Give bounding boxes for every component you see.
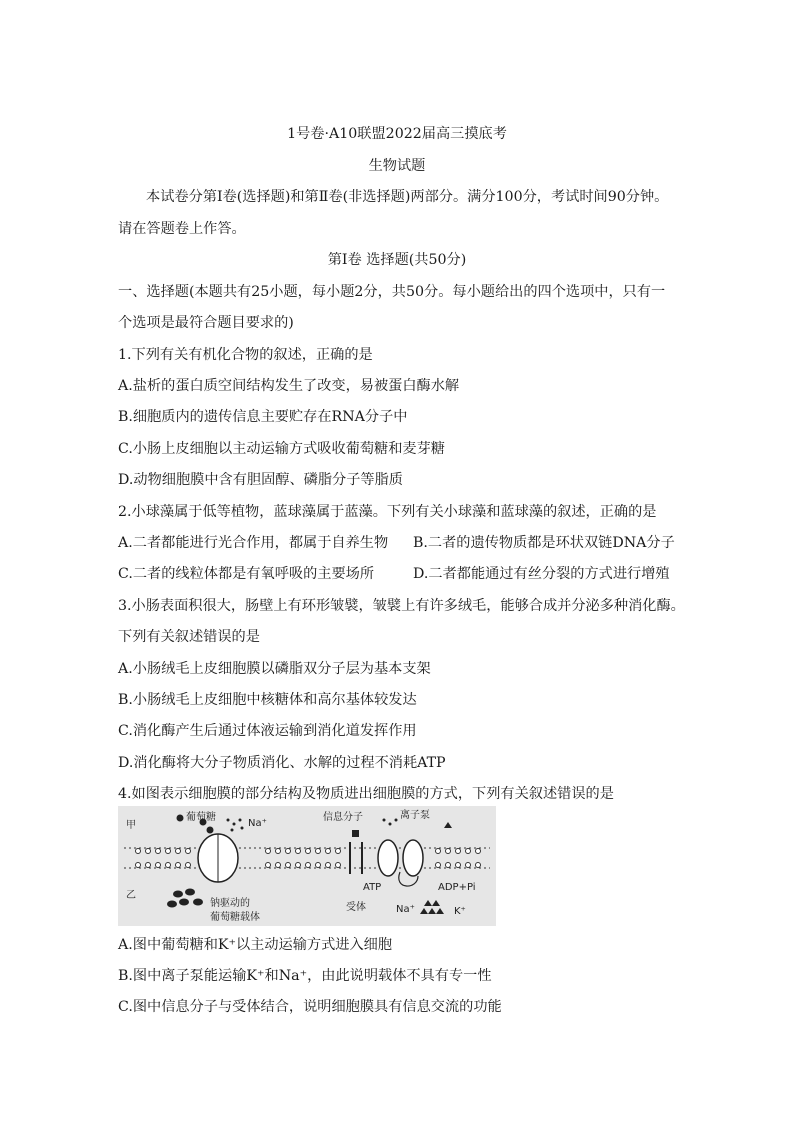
q1-option-b: B.细胞质内的遗传信息主要贮存在RNA分子中	[118, 409, 408, 425]
label-atp: ATP	[363, 882, 382, 893]
label-carrier-line-1: 钠驱动的	[210, 898, 250, 909]
potassium-ions	[420, 900, 444, 914]
q2-option-a: A.二者都能进行光合作用，都属于自养生物	[118, 535, 389, 551]
label-signal-molecule: 信息分子	[323, 812, 363, 823]
label-bottom-side: 乙	[126, 890, 136, 901]
q2-option-row-2	[118, 565, 678, 583]
section-line-1: 一、选择题(本题共有25小题，每小题2分，共50分。每小题给出的四个选项中，只有一	[118, 284, 666, 300]
q1-option-c: C.小肠上皮细胞以主动运输方式吸收葡萄糖和麦芽糖	[118, 441, 445, 457]
sodium-ions-top	[227, 819, 244, 832]
q1-option-d: D.动物细胞膜中含有胆固醇、磷脂分子等脂质	[118, 472, 403, 488]
signal-molecule	[352, 830, 359, 837]
part-title: 第Ⅰ卷 选择题(共50分)	[327, 252, 467, 268]
section-line-2: 个选项是最符合题目要求的)	[118, 315, 294, 331]
label-na-top: Na⁺	[248, 818, 267, 829]
ion-pump-right	[403, 840, 423, 876]
q3-stem-line-1: 3.小肠表面积很大，肠壁上有环形皱襞，皱襞上有许多绒毛，能够合成并分泌多种消化酶。	[118, 598, 685, 614]
q3-option-b: B.小肠绒毛上皮细胞中核糖体和高尔基体较发达	[118, 692, 417, 708]
q3-option-a: A.小肠绒毛上皮细胞膜以磷脂双分子层为基本支架	[118, 661, 431, 677]
q2-option-d: D.二者都能通过有丝分裂的方式进行增殖	[413, 566, 670, 582]
q2-option-row-1	[118, 534, 678, 552]
label-carrier-line-2: 葡萄糖载体	[210, 912, 260, 923]
q3-option-d: D.消化酶将大分子物质消化、水解的过程不消耗ATP	[118, 755, 446, 771]
phospholipid-heads	[136, 849, 481, 868]
q1-option-a: A.盐析的蛋白质空间结构发生了改变，易被蛋白酶水解	[118, 378, 460, 394]
q4-option-b: B.图中离子泵能运输K⁺和Na⁺，由此说明载体不具有专一性	[118, 968, 492, 984]
q4-option-c: C.图中信息分子与受体结合，说明细胞膜具有信息交流的功能	[118, 999, 502, 1015]
label-receptor: 受体	[346, 902, 366, 913]
subject-title: 生物试题	[368, 158, 426, 174]
q4-stem: 4.如图表示细胞膜的部分结构及物质进出细胞膜的方式，下列有关叙述错误的是	[118, 786, 614, 802]
q1-stem: 1.下列有关有机化合物的叙述，正确的是	[118, 347, 373, 363]
q2-stem: 2.小球藻属于低等植物，蓝球藻属于蓝藻。下列有关小球藻和蓝球藻的叙述，正确的是	[118, 504, 657, 520]
label-ion-pump: 离子泵	[400, 810, 430, 821]
q2-option-b: B.二者的遗传物质都是环状双链DNA分子	[413, 535, 675, 551]
q4-option-a: A.图中葡萄糖和K⁺以主动运输方式进入细胞	[118, 937, 393, 953]
membrane-diagram	[118, 806, 496, 926]
label-na-bottom: Na⁺	[396, 904, 415, 915]
intro-line-2: 请在答题卷上作答。	[118, 221, 246, 237]
ion-pump-left	[378, 840, 398, 876]
label-k: K⁺	[454, 906, 466, 917]
glucose-molecules-bottom	[167, 889, 203, 908]
label-adp: ADP+Pi	[438, 882, 476, 893]
exam-title: 1号卷·A10联盟2022届高三摸底考	[287, 126, 507, 142]
cell-membrane-figure	[118, 806, 496, 926]
label-glucose: 葡萄糖	[186, 812, 216, 823]
intro-line-1: 本试卷分第Ⅰ卷(选择题)和第Ⅱ卷(非选择题)两部分。满分100分，考试时间90分钟。	[146, 189, 669, 205]
q3-option-c: C.消化酶产生后通过体液运输到消化道发挥作用	[118, 723, 417, 739]
label-top-side: 甲	[126, 820, 136, 831]
q2-option-c: C.二者的线粒体都是有氧呼吸的主要场所	[118, 566, 375, 582]
receptor-protein	[350, 842, 362, 874]
q3-stem-line-2: 下列有关叙述错误的是	[118, 629, 260, 645]
